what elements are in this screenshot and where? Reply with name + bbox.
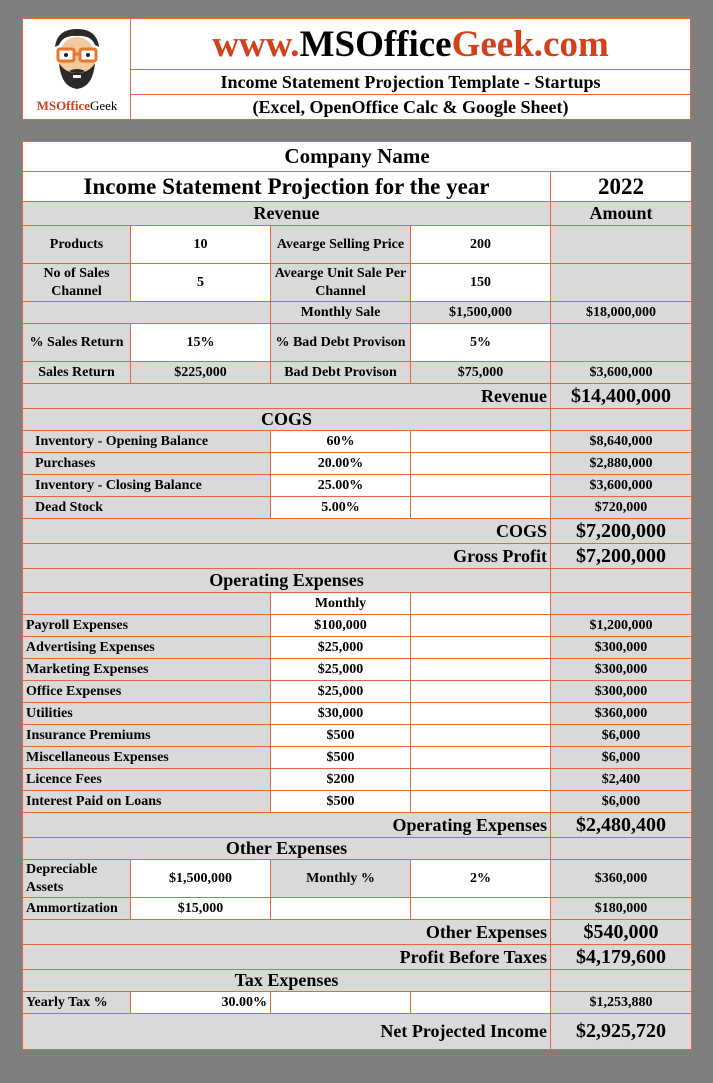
opex-monthly[interactable]: $30,000	[271, 703, 411, 725]
table-row	[23, 497, 692, 519]
cogs-label: Purchases	[23, 453, 271, 475]
dep-assets-label: Depreciable Assets	[23, 860, 131, 898]
bad-debt-value: $75,000	[411, 362, 551, 384]
table-row	[23, 475, 692, 497]
table-row	[23, 637, 692, 659]
cogs-section-title: COGS	[23, 409, 551, 431]
monthly-sale-label: Monthly Sale	[271, 302, 411, 324]
empty-cell	[551, 324, 692, 362]
table-row	[23, 747, 692, 769]
products-value[interactable]: 10	[131, 226, 271, 264]
net-income-label: Net Projected Income	[23, 1014, 551, 1050]
empty-cell	[411, 747, 551, 769]
cogs-header-row	[23, 409, 692, 431]
logo-text: MSOfficeGeek	[36, 98, 118, 113]
table-row	[23, 659, 692, 681]
revenue-total-label: Revenue	[23, 384, 551, 409]
empty-cell	[411, 898, 551, 920]
empty-cell	[23, 302, 271, 324]
cogs-pct[interactable]: 25.00%	[271, 475, 411, 497]
monthly-pct-label: Monthly %	[271, 860, 411, 898]
avg-price-value[interactable]: 200	[411, 226, 551, 264]
empty-cell	[271, 992, 411, 1014]
empty-cell	[411, 992, 551, 1014]
cogs-total-label: COGS	[23, 519, 551, 544]
cogs-total-row	[23, 519, 692, 544]
table-row	[23, 791, 692, 813]
empty-cell	[551, 970, 692, 992]
opex-label: Utilities	[23, 703, 271, 725]
statement-heading: Income Statement Projection for the year	[23, 172, 551, 202]
table-row	[23, 615, 692, 637]
heading-row	[23, 172, 692, 202]
revenue-section-title: Revenue	[23, 202, 551, 226]
cogs-pct[interactable]: 20.00%	[271, 453, 411, 475]
opex-label: Interest Paid on Loans	[23, 791, 271, 813]
revenue-header-row	[23, 202, 692, 226]
opex-amount: $360,000	[551, 703, 692, 725]
opex-monthly[interactable]: $25,000	[271, 637, 411, 659]
empty-cell	[411, 681, 551, 703]
empty-cell	[411, 453, 551, 475]
opex-monthly[interactable]: $200	[271, 769, 411, 791]
opex-amount: $2,400	[551, 769, 692, 791]
opex-amount: $300,000	[551, 659, 692, 681]
amort-amount: $180,000	[551, 898, 692, 920]
empty-cell	[411, 769, 551, 791]
opex-amount: $1,200,000	[551, 615, 692, 637]
sales-return-pct-value[interactable]: 15%	[131, 324, 271, 362]
sales-return-value: $225,000	[131, 362, 271, 384]
opex-total-row	[23, 813, 692, 838]
table-row	[23, 703, 692, 725]
empty-cell	[411, 703, 551, 725]
dep-amount: $360,000	[551, 860, 692, 898]
tax-section-title: Tax Expenses	[23, 970, 551, 992]
opex-label: Miscellaneous Expenses	[23, 747, 271, 769]
opex-amount: $6,000	[551, 791, 692, 813]
opex-total-value: $2,480,400	[551, 813, 692, 838]
empty-cell	[411, 615, 551, 637]
table-row	[23, 264, 692, 302]
opex-monthly[interactable]: $25,000	[271, 681, 411, 703]
opex-section-title: Operating Expenses	[23, 569, 551, 593]
opex-header-row	[23, 569, 692, 593]
pbt-value: $4,179,600	[551, 945, 692, 970]
products-label: Products	[23, 226, 131, 264]
empty-cell	[411, 659, 551, 681]
empty-cell	[411, 637, 551, 659]
revenue-total-value: $14,400,000	[551, 384, 692, 409]
table-row	[23, 362, 692, 384]
avg-price-label: Avearge Selling Price	[271, 226, 411, 264]
empty-cell	[271, 898, 411, 920]
template-subtitle: (Excel, OpenOffice Calc & Google Sheet)	[252, 97, 569, 117]
cogs-amount: $3,600,000	[551, 475, 692, 497]
other-section-title: Other Expenses	[23, 838, 551, 860]
opex-monthly[interactable]: $500	[271, 725, 411, 747]
sales-return-label: Sales Return	[23, 362, 131, 384]
empty-cell	[551, 593, 692, 615]
opex-monthly[interactable]: $25,000	[271, 659, 411, 681]
year-cell[interactable]: 2022	[551, 172, 692, 202]
opex-label: Licence Fees	[23, 769, 271, 791]
table-row	[23, 431, 692, 453]
site-url: www.MSOfficeGeek.com	[131, 19, 690, 70]
net-income-row	[23, 1014, 692, 1050]
empty-cell	[551, 569, 692, 593]
opex-monthly[interactable]: $500	[271, 747, 411, 769]
logo	[23, 19, 131, 119]
gross-profit-row	[23, 544, 692, 569]
geek-mascot-icon	[45, 25, 109, 95]
opex-label: Office Expenses	[23, 681, 271, 703]
table-row	[23, 681, 692, 703]
empty-cell	[411, 497, 551, 519]
other-total-label: Other Expenses	[23, 920, 551, 945]
empty-cell	[411, 431, 551, 453]
cogs-amount: $2,880,000	[551, 453, 692, 475]
monthly-sale-value: $1,500,000	[411, 302, 551, 324]
avg-unit-value[interactable]: 150	[411, 264, 551, 302]
avg-unit-label: Avearge Unit Sale Per Channel	[271, 264, 411, 302]
empty-cell	[551, 838, 692, 860]
company-name[interactable]: Company Name	[23, 142, 692, 172]
empty-cell	[551, 226, 692, 264]
bad-debt-label: Bad Debt Provison	[271, 362, 411, 384]
site-header	[22, 18, 691, 120]
opex-amount: $300,000	[551, 681, 692, 703]
empty-cell	[551, 264, 692, 302]
tax-pct[interactable]: 30.00%	[131, 992, 271, 1014]
cogs-label: Dead Stock	[23, 497, 271, 519]
table-row	[23, 453, 692, 475]
other-total-value: $540,000	[551, 920, 692, 945]
table-row	[23, 725, 692, 747]
bad-debt-pct-label: % Bad Debt Provison	[271, 324, 411, 362]
revenue-total-row	[23, 384, 692, 409]
opex-total-label: Operating Expenses	[23, 813, 551, 838]
cogs-label: Inventory - Closing Balance	[23, 475, 271, 497]
table-row	[23, 992, 692, 1014]
opex-amount: $300,000	[551, 637, 692, 659]
table-row	[23, 860, 692, 898]
opex-label: Advertising Expenses	[23, 637, 271, 659]
cogs-pct[interactable]: 60%	[271, 431, 411, 453]
tax-header-row	[23, 970, 692, 992]
other-total-row	[23, 920, 692, 945]
empty-cell	[551, 409, 692, 431]
pbt-label: Profit Before Taxes	[23, 945, 551, 970]
table-row	[23, 324, 692, 362]
empty-cell	[23, 593, 271, 615]
tax-amount: $1,253,880	[551, 992, 692, 1014]
empty-cell	[411, 791, 551, 813]
tax-label: Yearly Tax %	[23, 992, 131, 1014]
monthly-header: Monthly	[271, 593, 411, 615]
monthly-pct-value[interactable]: 2%	[411, 860, 551, 898]
table-row	[23, 898, 692, 920]
bad-debt-pct-value[interactable]: 5%	[411, 324, 551, 362]
cogs-pct[interactable]: 5.00%	[271, 497, 411, 519]
table-row	[23, 302, 692, 324]
amort-value[interactable]: $15,000	[131, 898, 271, 920]
deductions-amount: $3,600,000	[551, 362, 692, 384]
company-row	[23, 142, 692, 172]
amort-label: Ammortization	[23, 898, 131, 920]
opex-monthly[interactable]: $500	[271, 791, 411, 813]
opex-amount: $6,000	[551, 747, 692, 769]
cogs-total-value: $7,200,000	[551, 519, 692, 544]
cogs-amount: $720,000	[551, 497, 692, 519]
sales-channel-value[interactable]: 5	[131, 264, 271, 302]
gross-profit-label: Gross Profit	[23, 544, 551, 569]
sales-return-pct-label: % Sales Return	[23, 324, 131, 362]
sales-channel-label: No of Sales Channel	[23, 264, 131, 302]
gross-profit-value: $7,200,000	[551, 544, 692, 569]
monthly-sale-amount: $18,000,000	[551, 302, 692, 324]
template-title: Income Statement Projection Template - Startups	[131, 70, 690, 95]
amount-header: Amount	[551, 202, 692, 226]
empty-cell	[411, 475, 551, 497]
empty-cell	[411, 593, 551, 615]
dep-assets-value[interactable]: $1,500,000	[131, 860, 271, 898]
opex-label: Payroll Expenses	[23, 615, 271, 637]
pbt-row	[23, 945, 692, 970]
income-statement-table	[22, 141, 692, 1050]
net-income-value: $2,925,720	[551, 1014, 692, 1050]
opex-monthly[interactable]: $100,000	[271, 615, 411, 637]
table-row	[23, 593, 692, 615]
opex-label: Marketing Expenses	[23, 659, 271, 681]
opex-amount: $6,000	[551, 725, 692, 747]
table-row	[23, 226, 692, 264]
cogs-label: Inventory - Opening Balance	[23, 431, 271, 453]
other-header-row	[23, 838, 692, 860]
opex-label: Insurance Premiums	[23, 725, 271, 747]
empty-cell	[411, 725, 551, 747]
table-row	[23, 769, 692, 791]
cogs-amount: $8,640,000	[551, 431, 692, 453]
